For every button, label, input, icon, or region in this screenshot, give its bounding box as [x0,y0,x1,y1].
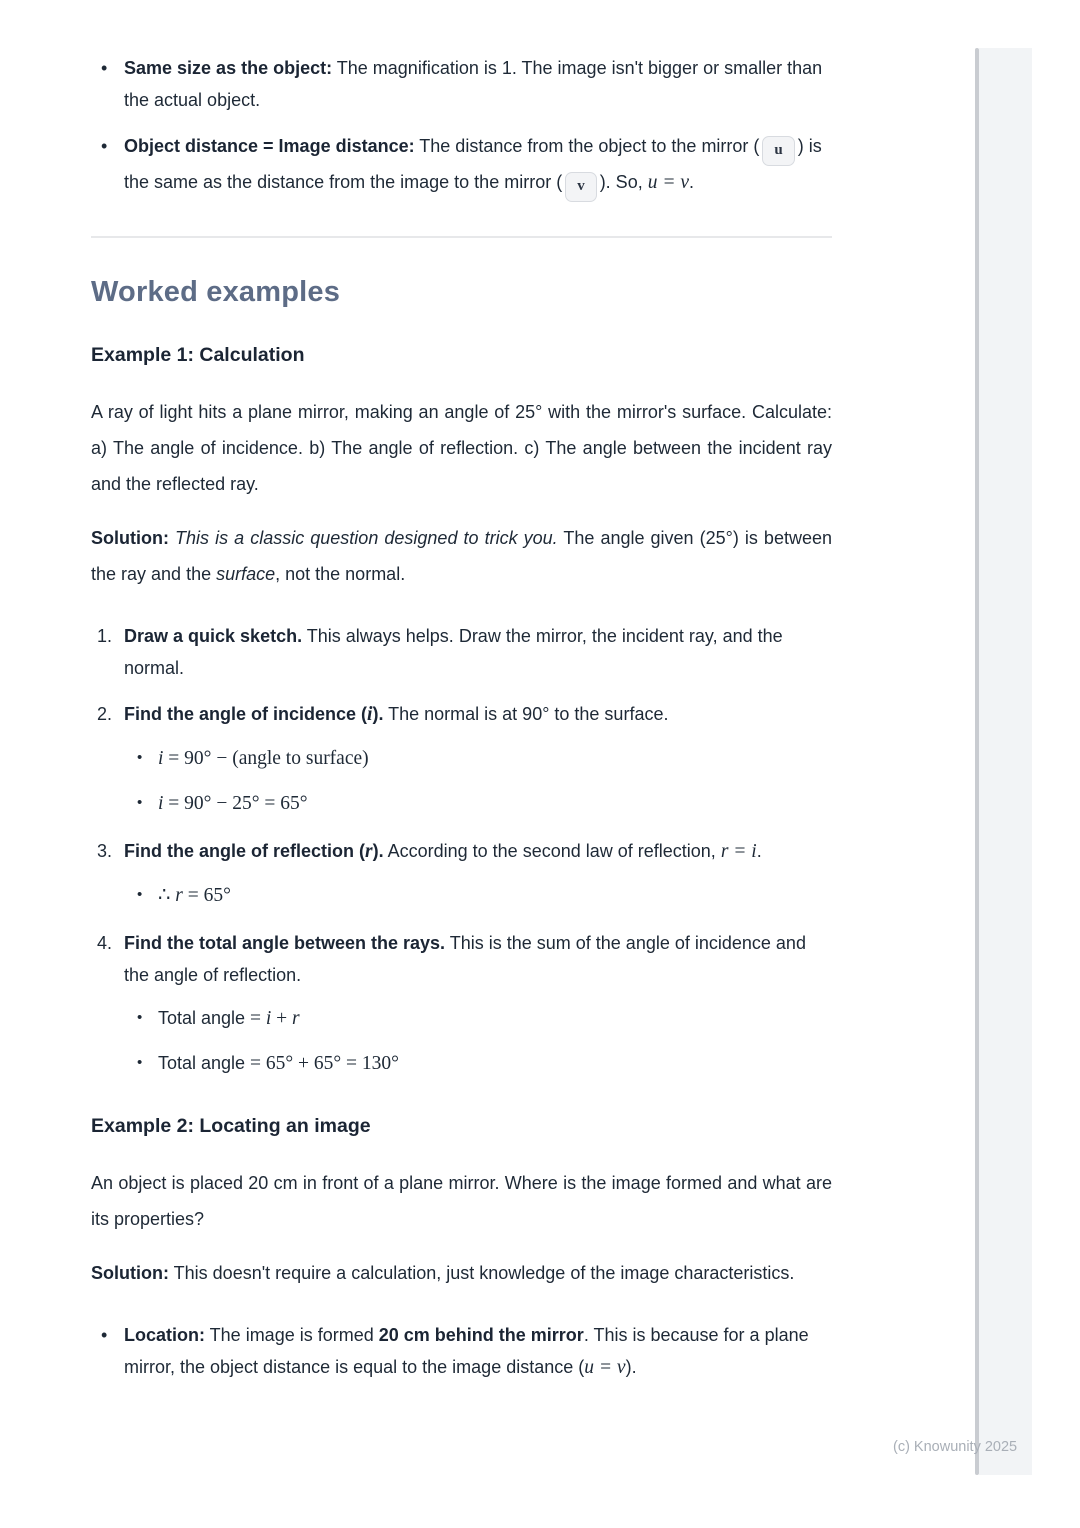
example2-question: An object is placed 20 cm in front of a plane mirror. Where is the image formed and what are its properties? [91,1173,832,1229]
math-label: Total angle [158,1008,246,1028]
math-var-i: i [367,704,373,725]
math-line [124,786,832,821]
example2-heading: Example 2: Locating an image [91,1115,371,1137]
math-expression: = 90° − (angle to surface) [163,748,369,769]
math-expression: = 65° + 65° = 130° [245,1053,399,1074]
step-lead-text: ). [372,841,384,861]
bullet-lead: Object distance = Image distance: [124,136,415,156]
bullet-text: . This is because for a plane mirror, the object distance is equal to the image distance ( [124,1325,809,1377]
bullet-text: The distance from the object to the mirror ( [414,136,760,156]
step-lead-text: ). [372,704,384,724]
math-var-r: r [175,885,183,906]
solution-emphasis: surface [216,564,276,584]
math-sub-list [124,878,832,913]
step-item-2 [91,698,832,821]
math-u-equals-v: u = v [647,172,690,193]
copyright-watermark: (c) Knowunity 2025 [893,1439,1018,1455]
math-line [124,878,832,913]
example1-solution [91,520,832,592]
step-item-1 [91,620,832,684]
step-lead-text: Find the angle of incidence ( [124,704,368,724]
therefore-symbol: ∴ [158,885,176,906]
step-text: The normal is at 90° to the surface. [383,704,669,724]
example1-steps-list [91,620,832,1081]
list-item [91,130,832,202]
step-lead: Draw a quick sketch. [124,626,303,646]
list-item [91,1319,832,1384]
math-sub-list [124,1001,832,1081]
math-r-equals-i: r = i [720,841,757,862]
bullet-text: . [689,172,695,192]
math-u-equals-v: u = v [584,1357,626,1378]
solution-text: This doesn't require a calculation, just knowledge of the image characteristics. [168,1263,795,1283]
bullet-text: ). [625,1357,637,1377]
page-title: Worked examples [91,276,341,308]
inline-code-v: v [565,172,597,202]
example1-question: A ray of light hits a plane mirror, making an angle of 25° with the mirror's surface. Calculate: a) The angle of incidence. b) The angle of reflection. c) The angle between the incident ray and the reflected ray. [91,402,832,494]
step-text: According to the second law of reflection, [383,841,721,861]
math-expression: + [271,1008,292,1029]
math-var-r: r [292,1008,300,1029]
bullet-lead: Same size as the object: [124,58,333,78]
math-line [124,741,832,776]
step-lead: Find the total angle between the rays. [124,933,446,953]
step-lead [124,704,383,724]
math-expression: = 65° [182,885,231,906]
example1-heading: Example 1: Calculation [91,344,305,366]
step-lead-text: Find the angle of reflection ( [124,841,366,861]
step-item-4 [91,927,832,1081]
example2-solution [91,1255,832,1291]
section-divider [91,236,832,238]
example2-properties-list [91,1319,832,1384]
math-var-i: i [158,793,164,814]
bullet-text: ). So, [599,172,648,192]
bullet-text: The image is formed [205,1325,379,1345]
scrollbar-track[interactable] [979,48,1032,1475]
inline-code-u: u [762,136,794,166]
bullet-strong-text: 20 cm behind the mirror [378,1325,584,1345]
math-var-r: r [365,841,373,862]
bullet-text: The magnification is 1. The image isn't bigger or smaller than the actual object. [124,58,823,110]
math-expression: = 90° − 25° = 65° [163,793,308,814]
list-item [91,52,832,116]
solution-text: , not the normal. [275,564,406,584]
step-text: . [756,841,762,861]
scrollbar-thumb[interactable] [975,48,979,1475]
solution-italic-text: This is a classic question designed to trick you. [168,528,558,548]
math-line [124,1001,832,1036]
math-expression: = [245,1008,266,1029]
solution-label: Solution: [91,1263,169,1283]
math-label: Total angle [158,1053,246,1073]
math-sub-list [124,741,832,821]
bullet-lead: Location: [124,1325,205,1345]
math-line [124,1046,832,1081]
math-var-i: i [265,1008,272,1029]
solution-text: The angle given (25°) is between the ray and the [91,528,832,584]
image-properties-list [91,52,832,202]
solution-label: Solution: [91,528,169,548]
article-content [91,0,832,1384]
step-text: This is the sum of the angle of incidence and the angle of reflection. [124,933,806,985]
step-lead [124,841,384,861]
step-item-3 [91,835,832,913]
bullet-text: ) is the same as the distance from the image to the mirror ( [124,136,822,192]
math-var-i: i [158,748,164,769]
step-text: This always helps. Draw the mirror, the incident ray, and the normal. [124,626,783,678]
